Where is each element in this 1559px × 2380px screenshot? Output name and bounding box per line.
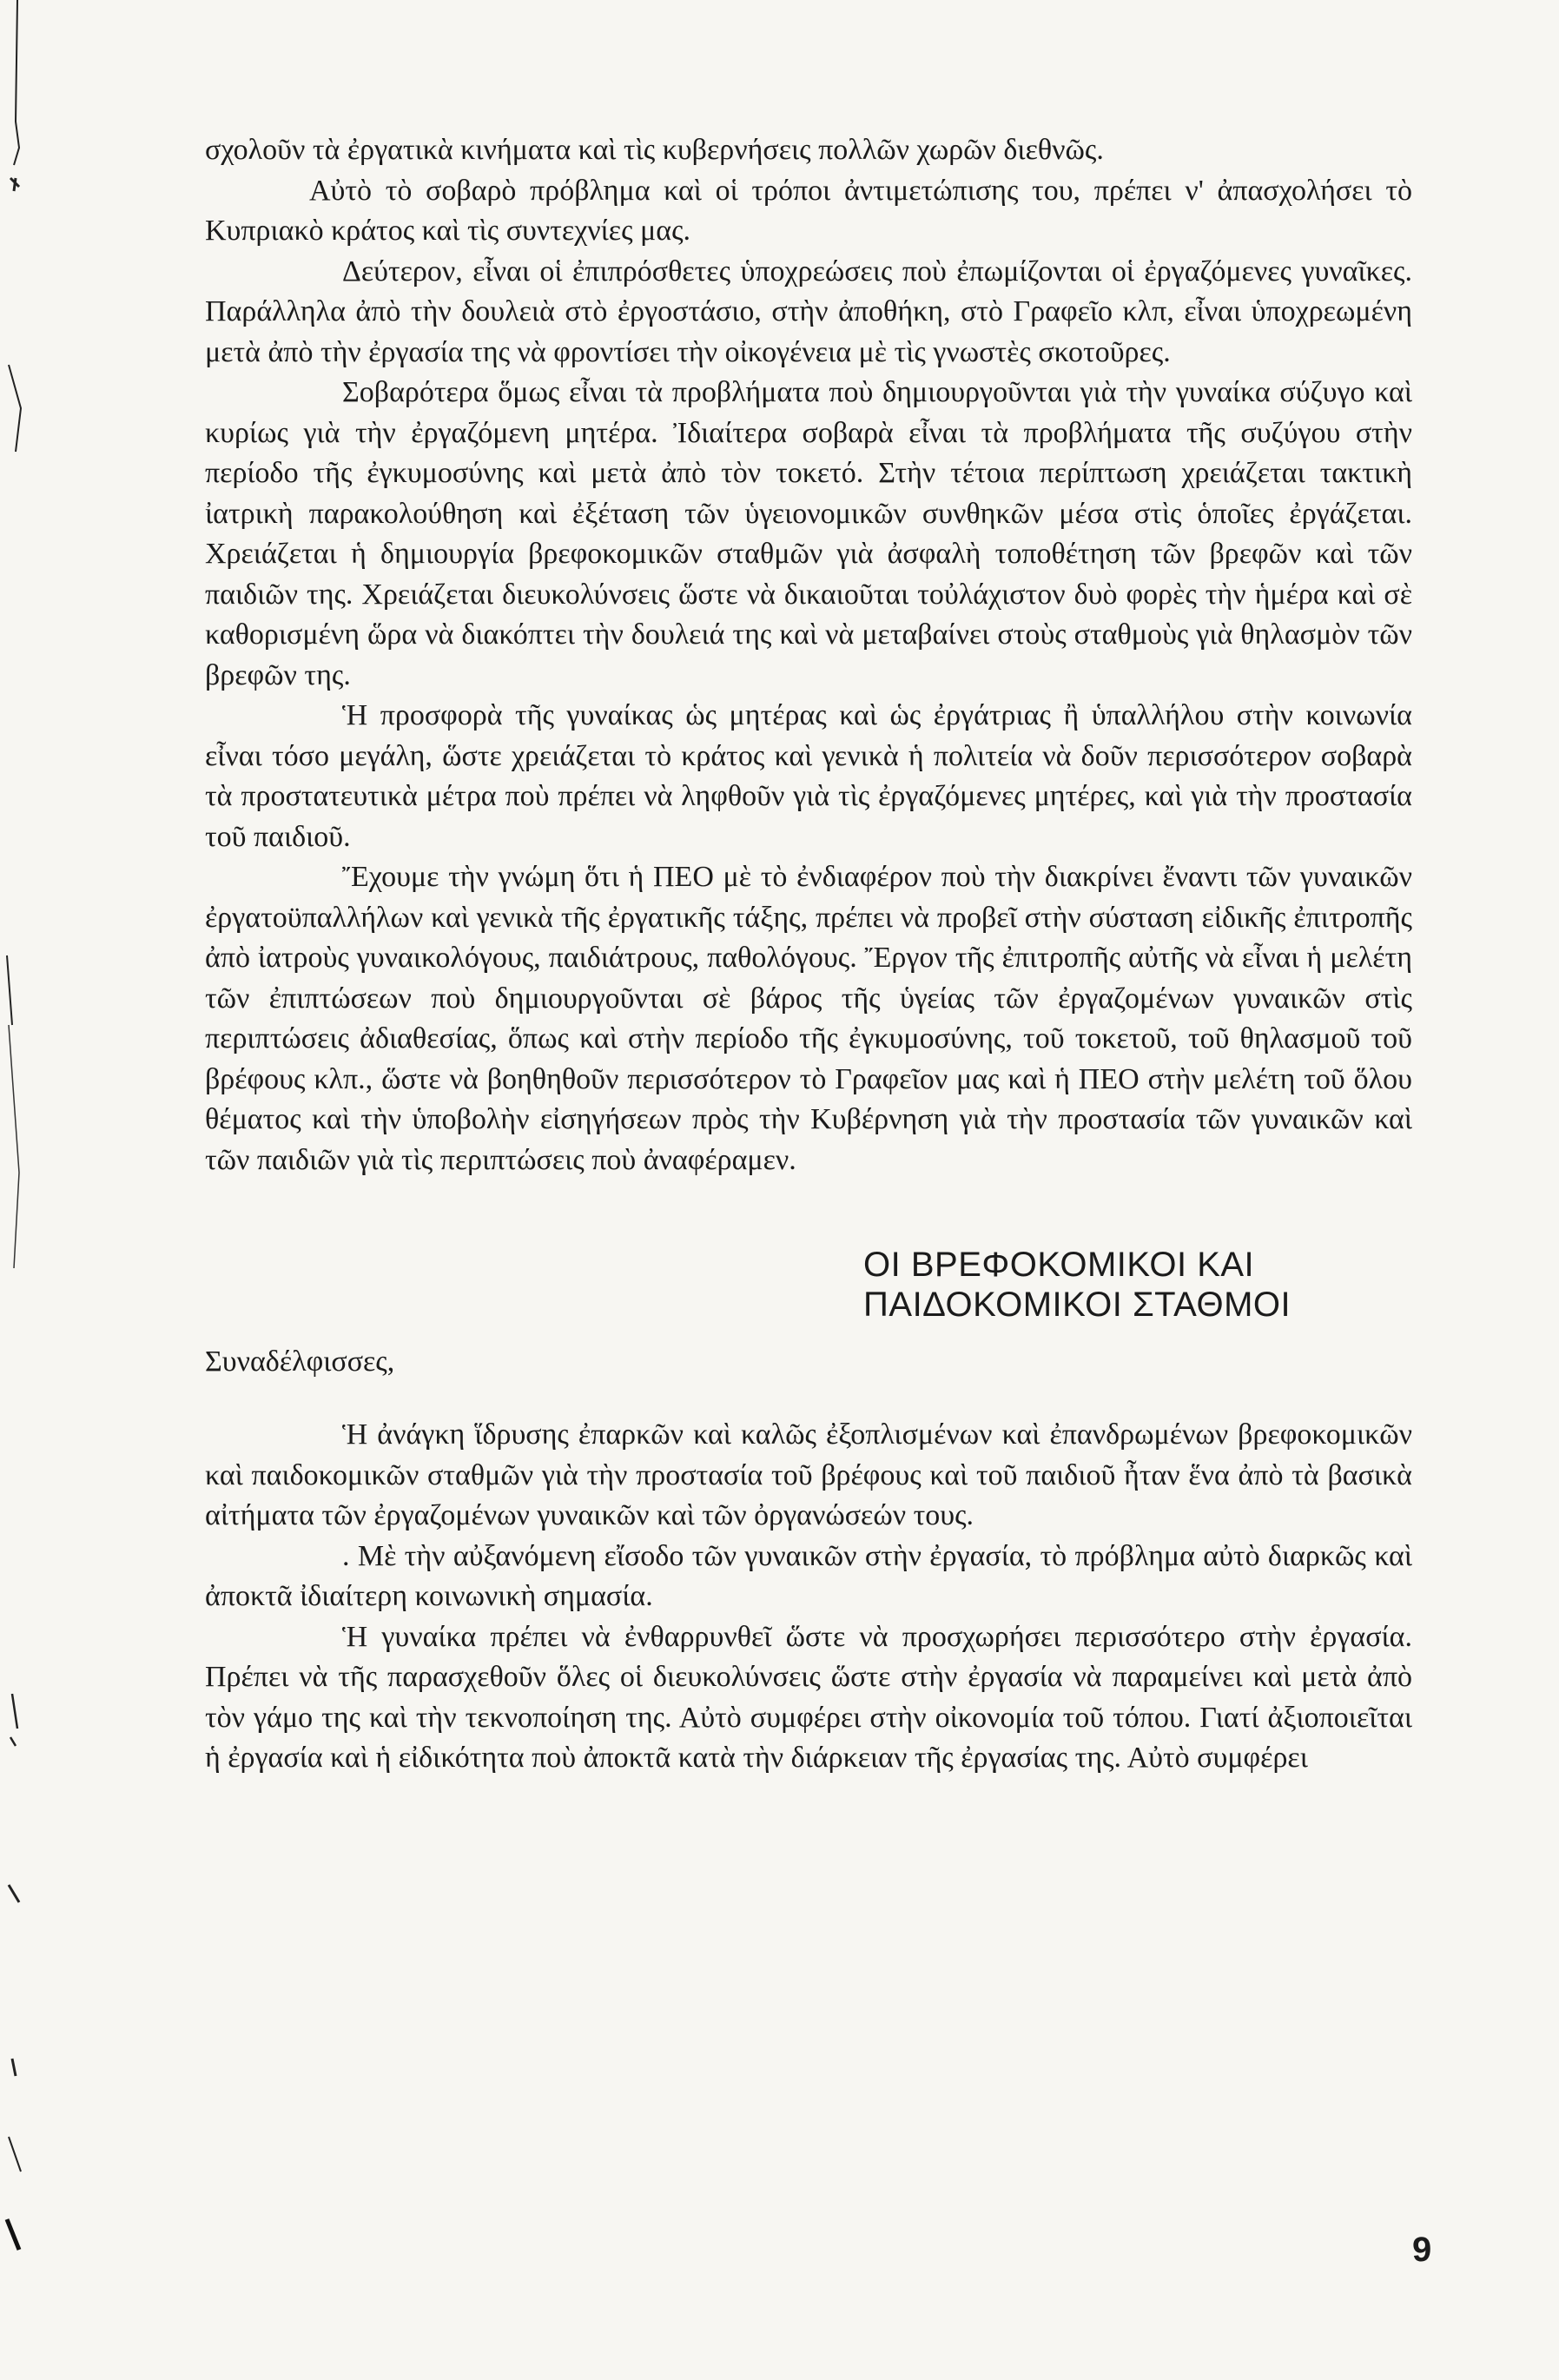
paragraph: Ἡ ἀνάγκη ἵδρυσης ἐπαρκῶν καὶ καλῶς ἐξοπλισμένων καὶ ἐπανδρωμένων βρεφοκομικῶν καὶ παιδοκομικῶν σταθμῶν γιὰ τὴν προστασία τοῦ βρέφους καὶ τοῦ παιδιοῦ ἦταν ἕνα ἀπὸ τὰ βασικὰ αἰτήματα τῶν ἐργαζομένων γυναικῶν καὶ τῶν ὀργανώσεών τους. — [205, 1418, 1412, 1531]
paragraph: Δεύτερον, εἶναι οἱ ἐπιπρόσθετες ὑποχρεώσεις ποὺ ἐπωμίζονται οἱ ἐργαζόμενες γυναῖκες. Παράλληλα ἀπὸ τὴν δουλειὰ στὸ ἐργοστάσιο, στὴν ἀποθήκη, στὸ Γραφεῖο κλπ, εἶναι ὑποχρεωμένη μετὰ ἀπὸ τὴν ἐργασία της νὰ φροντίσει τὴν οἰκογένεια μὲ τὶς γνωστὲς σκοτοῦρες. — [205, 255, 1412, 368]
page-number: 9 — [1412, 2231, 1432, 2269]
document-body — [205, 130, 1412, 1779]
section-title-line: ΟΙ ΒΡΕΦΟΚΟΜΙΚΟΙ ΚΑΙ — [863, 1246, 1255, 1284]
paragraph: Αὐτὸ τὸ σοβαρὸ πρόβλημα καὶ οἱ τρόποι ἀντιμετώπισης του, πρέπει ν' ἀπασχολήσει τὸ Κυπριακὸ κράτος καὶ τὶς συντεχνίες μας. — [205, 174, 1412, 247]
paragraph: Ἔχουμε τὴν γνώμη ὅτι ἡ ΠΕΟ μὲ τὸ ἐνδιαφέρον ποὺ τὴν διακρίνει ἔναντι τῶν γυναικῶν ἐργατοϋπαλλήλων καὶ γενικὰ τῆς ἐργατικῆς τάξης, πρέπει νὰ προβεῖ στὴν σύσταση εἰδικῆς ἐπιτροπῆς ἀπὸ ἰατροὺς γυναικολόγους, παιδιάτρους, παθολόγους. Ἔργον τῆς ἐπιτροπῆς αὐτῆς νὰ εἶναι ἡ μελέτη τῶν ἐπιπτώσεων ποὺ δημιουργοῦνται σὲ βάρος τῆς ὑγείας τῶν ἐργαζομένων γυναικῶν στὶς περιπτώσεις ἀδιαθεσίας, ὅπως καὶ στὴν περίοδο τῆς ἐγκυμοσύνης, τοῦ τοκετοῦ, τοῦ θηλασμοῦ τοῦ βρέφους κλπ., ὥστε νὰ βοηθηθοῦν περισσότερον τὸ Γραφεῖον μας καὶ ἡ ΠΕΟ στὴν μελέτη τοῦ ὅλου θέματος καὶ τὴν ὑποβολὴν εἰσηγήσεων πρὸς τὴν Κυβέρνηση γιὰ τὴν προστασία τῶν γυναικῶν καὶ τῶν παιδιῶν γιὰ τὶς περιπτώσεις ποὺ ἀναφέραμεν. — [205, 861, 1412, 1176]
paragraph: Ἡ προσφορὰ τῆς γυναίκας ὡς μητέρας καὶ ὡς ἐργάτριας ἢ ὑπαλλήλου στὴν κοινωνία εἶναι τόσο μεγάλη, ὥστε χρειάζεται τὸ κράτος καὶ γενικὰ ἡ πολιτεία νὰ δοῦν περισσότερον σοβαρὰ τὰ προστατευτικὰ μέτρα ποὺ πρέπει νὰ ληφθοῦν γιὰ τὶς ἐργαζόμενες μητέρες, καὶ γιὰ τὴν προστασία τοῦ παιδιοῦ. — [205, 699, 1412, 853]
section-title-line: ΠΑΙΔΟΚΟΜΙΚΟΙ ΣΤΑΘΜΟΙ — [863, 1286, 1291, 1324]
section-title — [863, 1245, 1291, 1325]
paragraph: Σοβαρότερα ὅμως εἶναι τὰ προβλήματα ποὺ δημιουργοῦνται γιὰ τὴν γυναίκα σύζυγο καὶ κυρίως γιὰ τὴν ἐργαζόμενη μητέρα. Ἰδιαίτερα σοβαρὰ εἶναι τὰ προβλήματα τῆς συζύγου στὴν περίοδο τῆς ἐγκυμοσύνης καὶ μετὰ ἀπὸ τὸν τοκετό. Στὴν τέτοια περίπτωση χρειάζεται τακτικὴ ἰατρικὴ παρακολούθηση καὶ ἐξέταση τῶν ὑγειονομικῶν συνθηκῶν μέσα στὶς ὁποῖες ἐργάζεται. Χρειάζεται ἡ δημιουργία βρεφοκομικῶν σταθμῶν γιὰ ἀσφαλὴ τοποθέτηση τῶν βρεφῶν καὶ τῶν παιδιῶν της. Χρειάζεται διευκολύνσεις ὥστε νὰ δικαιοῦται τοὐλάχιστον δυὸ φορὲς τὴν ἡμέρα καὶ σὲ καθορισμένη ὥρα νὰ διακόπτει τὴν δουλειά της καὶ νὰ μεταβαίνει στοὺς σταθμοὺς γιὰ θηλασμὸν τῶν βρεφῶν της. — [205, 376, 1412, 691]
salutation: Συναδέλφισσες, — [205, 1345, 395, 1378]
paragraph: . Μὲ τὴν αὐξανόμενη εἴσοδο τῶν γυναικῶν στὴν ἐργασία, τὸ πρόβλημα αὐτὸ διαρκῶς καὶ ἀποκτᾶ ἰδιαίτερη κοινωνικὴ σημασία. — [205, 1539, 1412, 1612]
paragraph: σχολοῦν τὰ ἐργατικὰ κινήματα καὶ τὶς κυβερνήσεις πολλῶν χωρῶν διεθνῶς. — [205, 134, 1104, 166]
section-header — [205, 1245, 1412, 1392]
margin-scan-marks — [0, 0, 52, 2380]
paragraph: Ἡ γυναίκα πρέπει νὰ ἐνθαρρυνθεῖ ὥστε νὰ προσχωρήσει περισσότερο στὴν ἐργασία. Πρέπει νὰ τῆς παρασχεθοῦν ὅλες οἱ διευκολύνσεις ὥστε στὴν ἐργασία νὰ παραμείνει καὶ μετὰ ἀπὸ τὸν γάμο της καὶ τὴν τεκνοποίηση της. Αὐτὸ συμφέρει στὴν οἰκονομία τοῦ τόπου. Γιατί ἀξιοποιεῖται ἡ ἐργασία καὶ ἡ εἰδικότητα ποὺ ἀποκτᾶ κατὰ τὴν διάρκειαν τῆς ἐργασίας της. Αὐτὸ συμφέρει — [205, 1620, 1412, 1774]
